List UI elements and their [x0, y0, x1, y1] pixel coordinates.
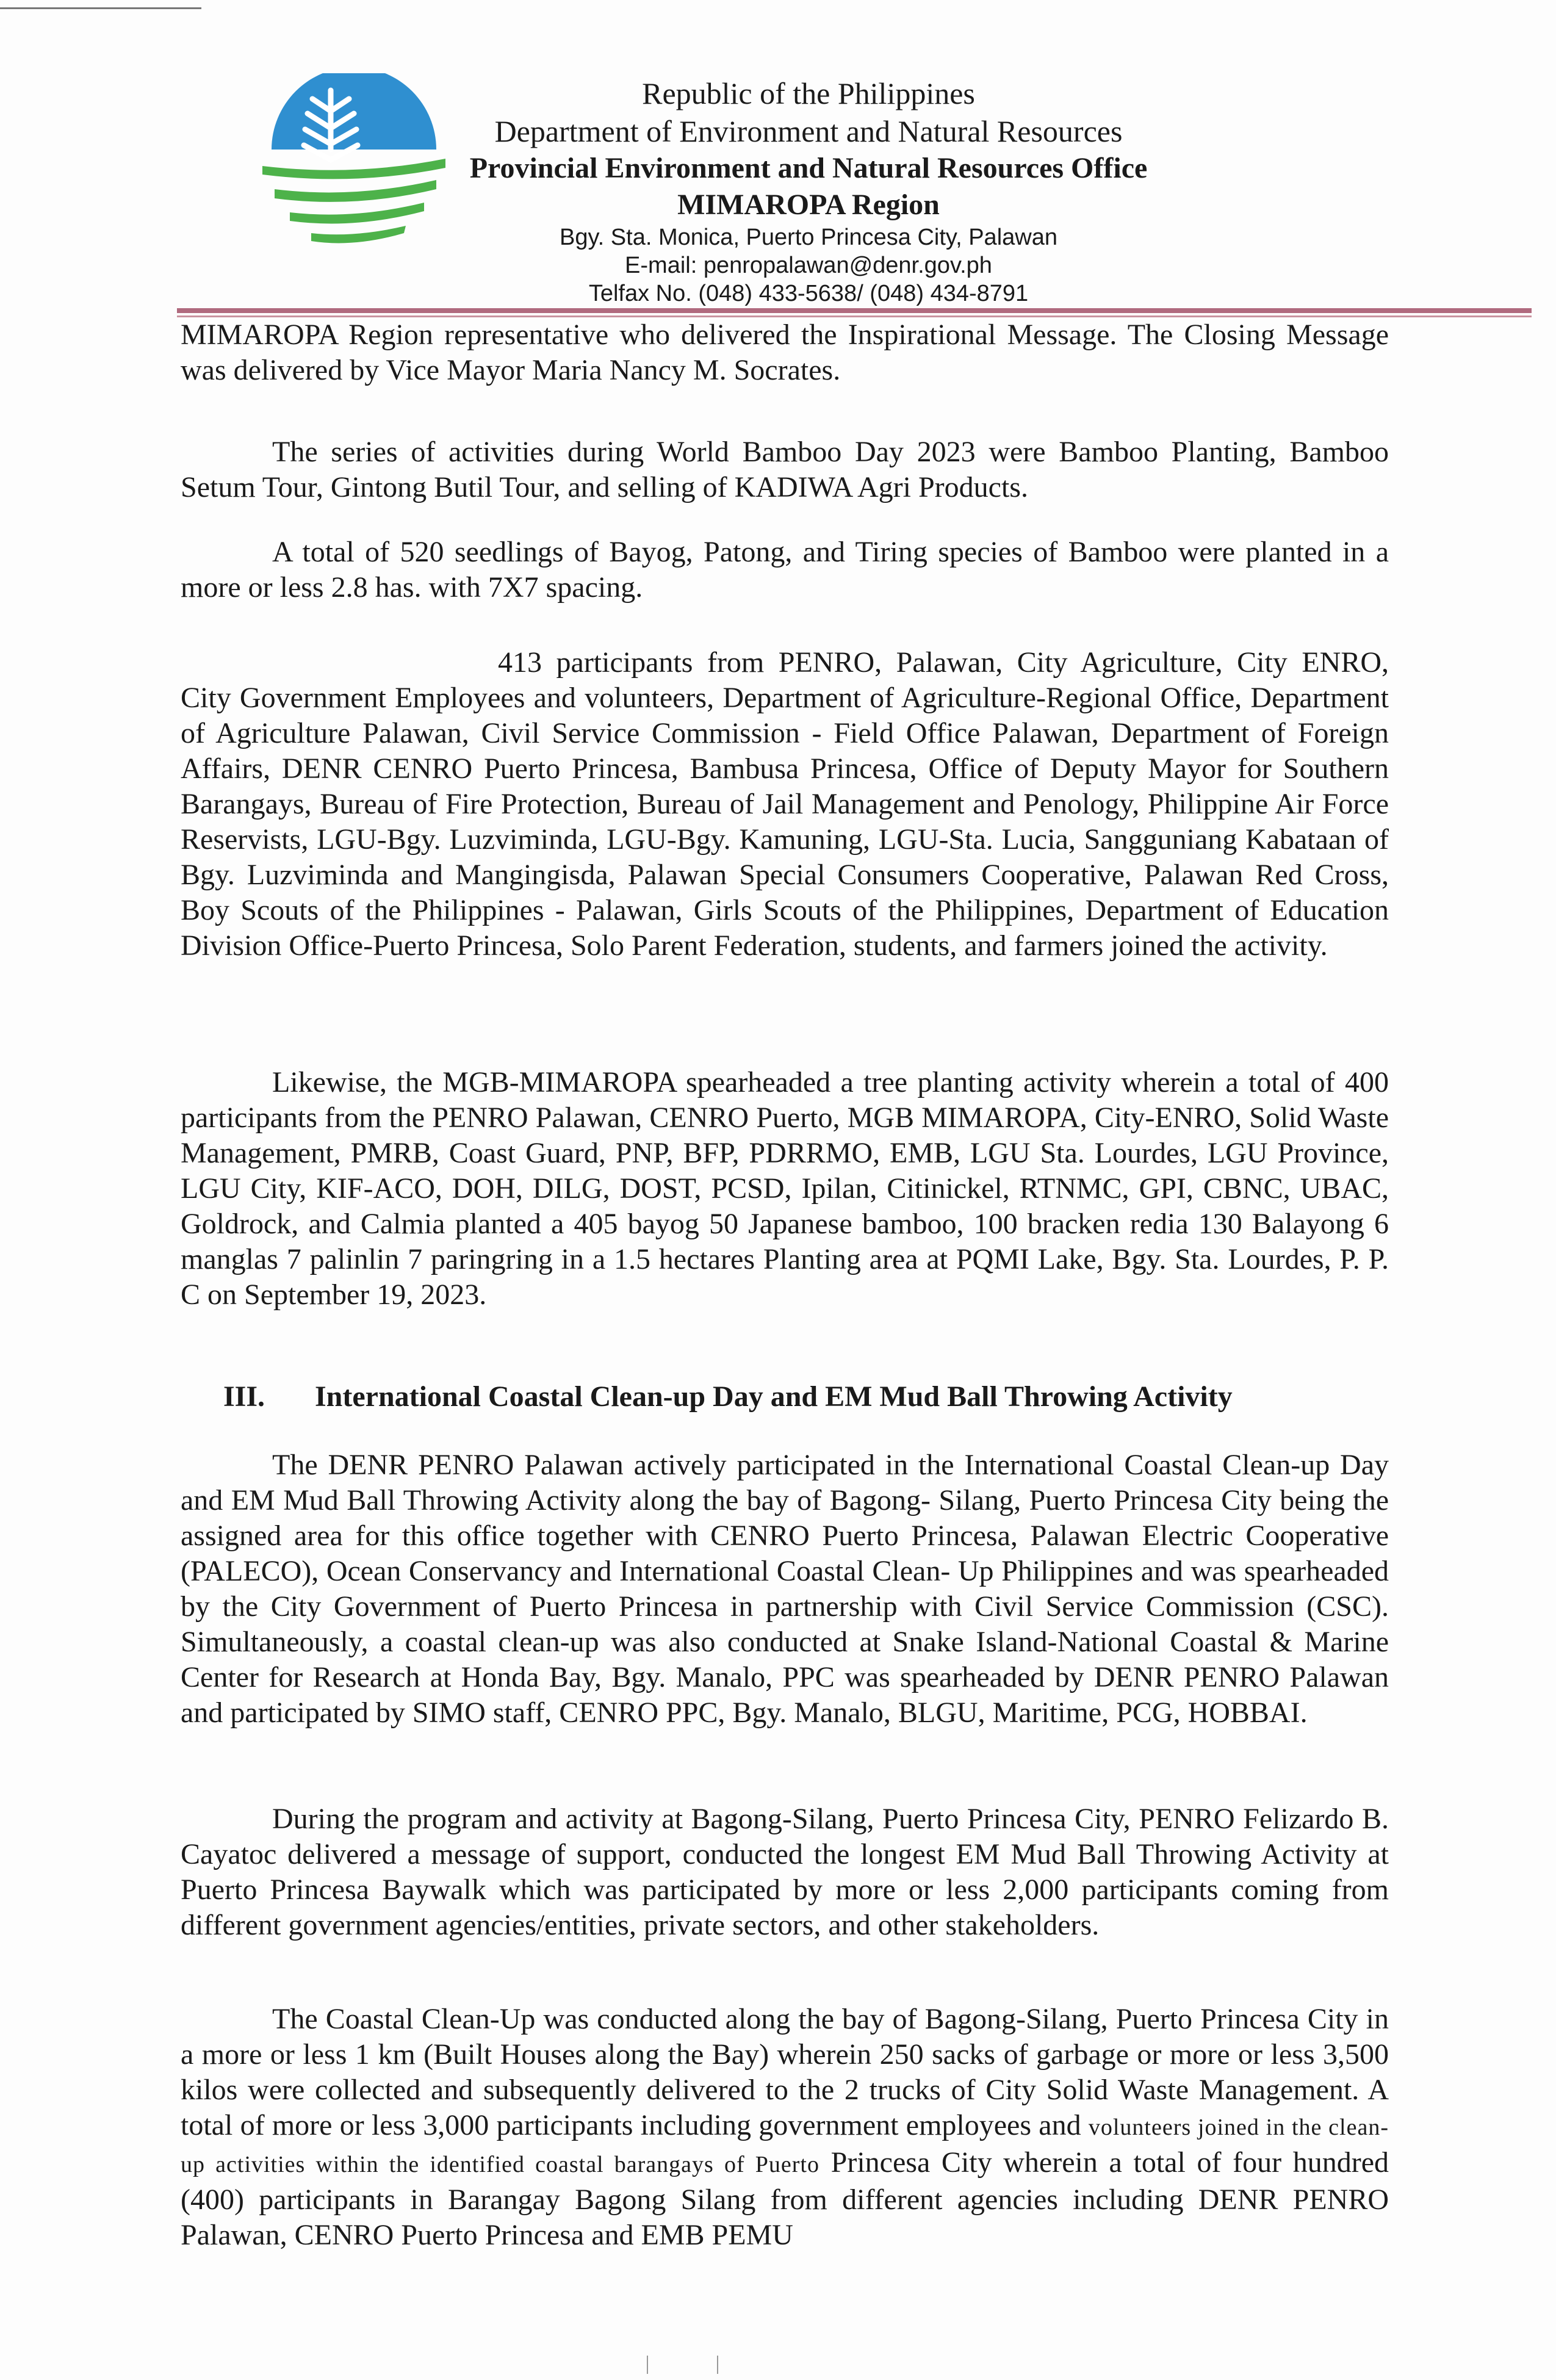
paragraph-text: Likewise, the MGB-MIMAROPA spearheaded a tree planting activity wherein a total of 400 participants from the PENRO Palawan, CENRO Puerto, MGB MIMAROPA, City-ENRO, Solid Waste Management, PMRB, Coast Guard, PNP, BFP, PDRRMO, EMB, LGU Sta. Lourdes, LGU Province, LGU City, KIF-ACO, DOH, DILG, DOST, PCSD, Ipilan, Citinickel, RTNMC, GPI, CBNC, UBAC, Goldrock, and Calmia planted a 405 bayog 50 Japanese bamboo, 100 bracken redia 130 Balayong 6 manglas 7 palinlin 7 paringring in a 1.5 hectares Planting area at PQMI Lake, Bgy. Sta. Lourdes, P. P. C on September 19, 2023.	[181, 1066, 1389, 1311]
section-title: International Coastal Clean-up Day and EM Mud Ball Throwing Activity	[315, 1380, 1233, 1413]
paragraph-text: The Coastal Clean-Up was conducted along the bay of Bagong-Silang, Puerto Princesa City in a more or less 1 km (Built Houses along the Bay) wherein 250 sacks of garbage or more or less 3,500 kilos were collected and subsequently delivered to the 2 trucks of City Solid Waste Management. A total of more or less 3,000 participants including government employees and	[181, 2003, 1389, 2141]
paragraph-coastal-cleanup	[181, 1448, 1389, 1731]
header-rule	[177, 308, 1532, 313]
paragraph-cleanup-results	[181, 2002, 1389, 2253]
scan-mark	[647, 2356, 648, 2374]
paragraph-text: The series of activities during World Bamboo Day 2023 were Bamboo Planting, Bamboo Setum Tour, Gintong Butil Tour, and selling of KADIWA Agri Products.	[181, 436, 1389, 503]
scan-mark	[717, 2356, 718, 2374]
paragraph-text: MIMAROPA Region representative who delivered the Inspirational Message. The Closing Message was delivered by Vice Mayor Maria Nancy M. Socrates.	[181, 319, 1389, 386]
paragraph-participants	[181, 645, 1389, 964]
letterhead-department: Department of Environment and Natural Resources	[494, 114, 1123, 148]
paragraph-text: During the program and activity at Bagong-Silang, Puerto Princesa City, PENRO Felizardo B. Cayatoc delivered a message of support, conducted the longest EM Mud Ball Throwing Activity at Puerto Princesa Baywalk which was participated by more or less 2,000 participants coming from different government agencies/entities, private sectors, and other stakeholders.	[181, 1803, 1389, 1941]
letterhead-address: Bgy. Sta. Monica, Puerto Princesa City, Palawan	[560, 225, 1057, 250]
paragraph-seedlings	[181, 535, 1389, 605]
letterhead-republic: Republic of the Philippines	[642, 76, 975, 110]
section-number: III.	[223, 1380, 265, 1413]
letterhead-office: Provincial Environment and Natural Resources Office	[469, 152, 1148, 184]
paragraph-text: 413 participants from PENRO, Palawan, City Agriculture, City ENRO, City Government Employees and volunteers, Department of Agriculture-Regional Office, Department of Agriculture Palawan, Civil Service Commission - Field Office Palawan, Department of Foreign Affairs, DENR CENRO Puerto Princesa, Bambusa Princesa, Office of Deputy Mayor for Southern Barangays, Bureau of Fire Protection, Bureau of Jail Management and Penology, Philippine Air Force Reservists, LGU-Bgy. Luzviminda, LGU-Bgy. Kamuning, LGU-Sta. Lucia, Sangguniang Kabataan of Bgy. Luzviminda and Mangingisda, Palawan Special Consumers Cooperative, Palawan Red Cross, Boy Scouts of the Philippines - Palawan, Girls Scouts of the Philippines, Department of Education Division Office-Puerto Princesa, Solo Parent Federation, students, and farmers joined the activity.	[181, 646, 1389, 962]
letterhead	[305, 74, 1312, 308]
letterhead-email: E-mail: penropalawan@denr.gov.ph	[625, 253, 992, 278]
letterhead-telfax: Telfax No. (048) 433-5638/ (048) 434-8791	[588, 281, 1029, 306]
scan-mark-line	[0, 7, 201, 9]
paragraph-text: A total of 520 seedlings of Bayog, Patong, and Tiring species of Bamboo were planted in a more or less 2.8 has. with 7X7 spacing.	[181, 536, 1389, 604]
paragraph-program-activity	[181, 1801, 1389, 1943]
paragraph-closing-message	[181, 317, 1389, 388]
letterhead-region: MIMAROPA Region	[677, 189, 940, 221]
paragraph-text: The DENR PENRO Palawan actively participated in the International Coastal Clean-up Day and EM Mud Ball Throwing Activity along the bay of Bagong- Silang, Puerto Princesa City being the assigned area for this office together with CENRO Puerto Princesa, Palawan Electric Cooperative (PALECO), Ocean Conservancy and International Coastal Clean- Up Philippines and was spearheaded by the City Government of Puerto Princesa in partnership with Civil Service Commission (CSC). Simultaneously, a coastal clean-up was also conducted at Snake Island-National Coastal & Marine Center for Research at Honda Bay, Bgy. Manalo, PPC was spearheaded by DENR PENRO Palawan and participated by SIMO staff, CENRO PPC, Bgy. Manalo, BLGU, Maritime, PCG, HOBBAI.	[181, 1449, 1389, 1729]
paragraph-text-small: volunteers joined in the clean-up activities within the identified coastal barangays of Puerto	[181, 2115, 1389, 2177]
paragraph-text: Princesa City wherein a total of four hundred (400) participants in Barangay Bagong Silang from different agencies including DENR PENRO Palawan, CENRO Puerto Princesa and EMB PEMU	[181, 2146, 1389, 2251]
paragraph-mgb-tree-planting	[181, 1065, 1389, 1313]
paragraph-activities	[181, 435, 1389, 505]
section-heading	[181, 1379, 1389, 1415]
